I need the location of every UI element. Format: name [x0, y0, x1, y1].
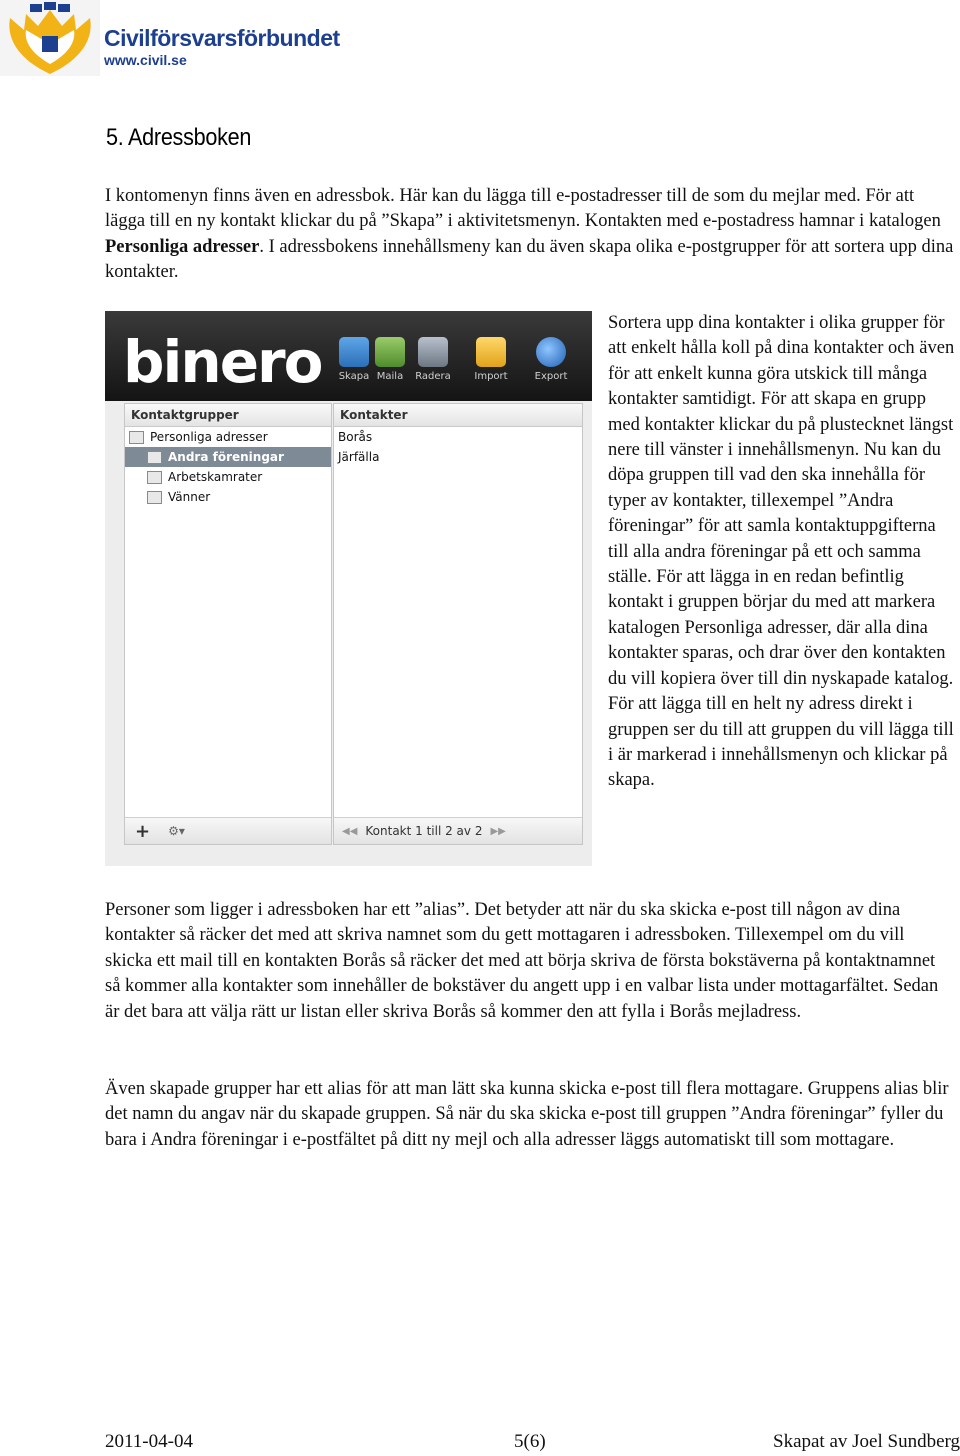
contacts-pane: [333, 403, 583, 845]
crowns-emblem-icon: [0, 0, 100, 76]
group-label: Personliga adresser: [150, 430, 268, 444]
intro-paragraph: [105, 184, 955, 286]
brand-logo: binero: [123, 328, 322, 396]
group-item-selected[interactable]: [125, 447, 331, 467]
contacts-title: Kontakter: [334, 404, 582, 427]
toolbar-label: Skapa: [338, 371, 370, 382]
folder-icon: [147, 451, 162, 464]
contact-item[interactable]: Borås: [338, 430, 373, 444]
folder-icon: [129, 431, 144, 444]
footer-date: 2011-04-04: [105, 1431, 193, 1452]
folder-icon: [147, 471, 162, 484]
group-label: Vänner: [168, 490, 211, 504]
organization-name: Civilförsvarsförbundet: [104, 25, 340, 51]
intro-bold-text: Personliga adresser: [105, 236, 260, 257]
toolbar-label: Export: [534, 371, 568, 382]
groups-pane: [124, 403, 332, 845]
pager: [334, 817, 582, 844]
footer-page-number: 5(6): [514, 1431, 546, 1452]
toolbar-label: Radera: [415, 371, 451, 382]
import-folder-icon: [476, 337, 506, 367]
contact-item[interactable]: Järfälla: [338, 450, 380, 464]
pager-next-icon[interactable]: ▶▶: [490, 825, 506, 837]
group-item[interactable]: [125, 467, 331, 487]
address-book-screenshot: [105, 311, 592, 866]
section-title: 5. Adressboken: [106, 124, 252, 151]
group-item[interactable]: [125, 487, 331, 507]
pager-text: Kontakt 1 till 2 av 2: [365, 824, 483, 838]
footer-author: Skapat av Joel Sundberg: [773, 1431, 960, 1452]
app-header: [105, 311, 592, 401]
toolbar-export[interactable]: [528, 337, 574, 382]
folder-icon: [147, 491, 162, 504]
mail-icon: [375, 337, 405, 367]
settings-button[interactable]: ⚙▾: [168, 824, 185, 838]
group-alias-paragraph: Även skapade grupper har ett alias för att man lätt ska kunna skicka e-post till flera mottagare. Gruppens alias blir det namn du angav när du skapade gruppen. Så när du ska skicka e-post till gruppen ”Andra föreningar” fyller du bara i Andra föreningar i e-postfältet på ditt ny mejl och alla adresser läggs automatiskt till som mottagare.: [105, 1079, 949, 1150]
groups-footer: [125, 817, 331, 844]
group-item[interactable]: [125, 427, 331, 447]
groups-title: Kontaktgrupper: [125, 404, 331, 427]
intro-text-1: I kontomenyn finns även en adressbok. Här kan du lägga till e-postadresser till de som du mejlar med. För att lägga till en ny kontakt klickar du på ”Skapa” i aktivitetsmenyn. Kontakten med e-postadress hamnar i katalogen: [105, 186, 941, 232]
toolbar-maila[interactable]: [367, 337, 413, 382]
toolbar-radera[interactable]: [410, 337, 456, 382]
trash-icon: [418, 337, 448, 367]
toolbar-label: Maila: [376, 371, 404, 382]
organization-url[interactable]: www.civil.se: [104, 52, 187, 68]
create-contact-icon: [339, 337, 369, 367]
group-label: Arbetskamrater: [168, 470, 263, 484]
add-group-button[interactable]: +: [135, 820, 151, 842]
alias-paragraph: Personer som ligger i adressboken har ett ”alias”. Det betyder att när du ska skicka e-post till någon av dina kontakter så räcker det med att skriva namnet som du gett mottagaren i adressboken. Tillexempel om du vill skicka ett mail till en kontakten Borås så räcker det med att börja skriva de första bokstäverna på kontaktnamnet så kommer alla kontakter som innehåller de bokstäver du angett upp i en valbar lista under mottagarfältet. Sedan är det bara att välja rätt ur listan eller skriva Borås så kommer den att fylla i Borås mejladress.: [105, 900, 939, 1022]
intro-text-2: . I adressbokens innehållsmeny kan du även skapa olika e-postgrupper för att sortera upp dina kontakter.: [105, 236, 954, 283]
side-paragraph: Sortera upp dina kontakter i olika grupper för att enkelt hålla koll på dina kontakter och även för att enkelt kunna göra utskick till många kontakter samtidigt. För att skapa en grupp med kontakter klickar du på plustecknet längst nere till vänster i innehållsmenyn. Nu kan du döpa gruppen till vad den ska innehålla för typer av kontakter, tillexempel ”Andra föreningar” för att samla kontaktuppgifterna till alla andra föreningar på ett och samma ställe. För att lägga in en redan befintlig kontakt i gruppen börjar du med att markera katalogen Personliga adresser, där alla dina kontakter sparas, och drar över den kontakten du vill kopiera över till din nyskapade katalog. För att lägga till en helt ny adress direkt i gruppen ser du till att gruppen du vill lägga till i är markerad i innehållsmenyn och klickar på skapa.: [608, 313, 955, 791]
toolbar-import[interactable]: [468, 337, 514, 382]
export-globe-icon: [536, 337, 566, 367]
toolbar-label: Import: [474, 371, 508, 382]
organization-logo: [0, 0, 340, 76]
group-label: Andra föreningar: [168, 450, 284, 464]
pager-prev-icon[interactable]: ◀◀: [342, 825, 358, 837]
